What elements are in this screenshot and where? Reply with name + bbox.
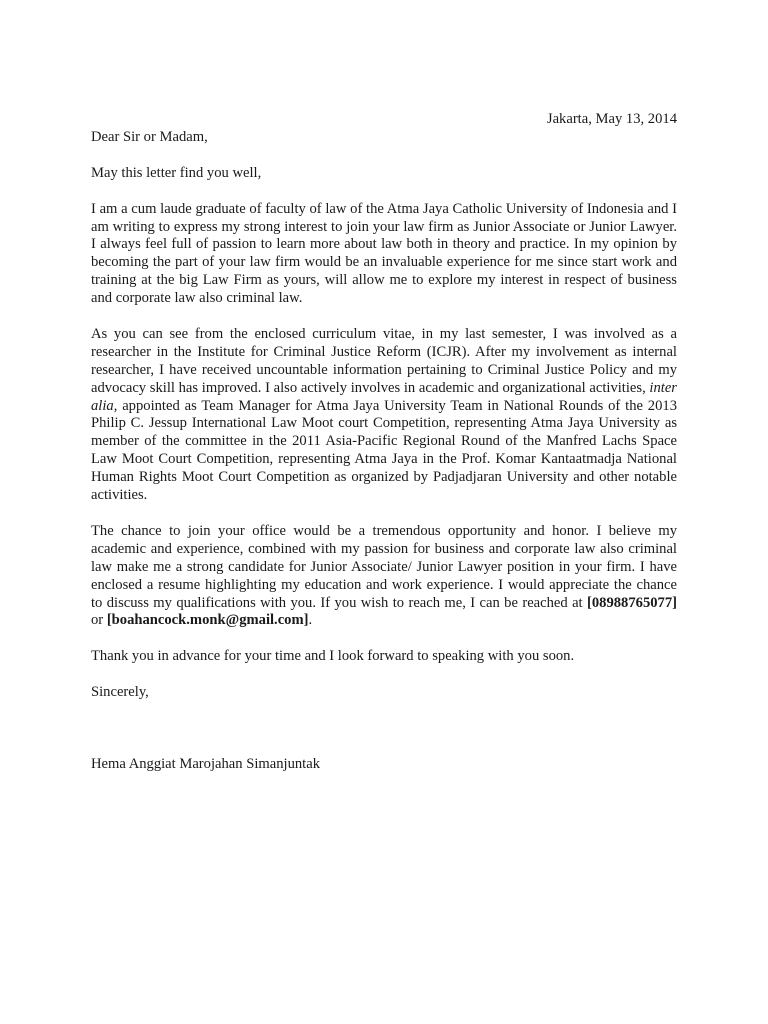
contact-connector: or [91, 612, 107, 629]
greeting: May this letter find you well, [91, 164, 262, 181]
salutation: Dear Sir or Madam, [91, 129, 208, 145]
signature-space [91, 720, 677, 756]
paragraph-intro: I am a cum laude graduate of faculty of law of the Atma Jaya Catholic University of Indonesia and I am writing to express my strong interest to join your law firm as Junior Associate or Junior Lawyer. I always feel full of passion to learn more about law both in theory and practice. In my opinion by becoming the part of your law firm would be an invaluable experience for me since start work and training at the big Law Firm as yours, will allow me to explore my interest in respect of business and corporate law also criminal law. [91, 200, 677, 307]
contact-email: [boahancock.monk@gmail.com] [106, 612, 309, 629]
signature-name: Hema Anggiat Marojahan Simanjuntak [91, 755, 320, 772]
experience-text-end: , appointed as Team Manager for Atma Jaya University Team in National Rounds of the 2013 Philip C. Jessup International Law Moot court Competition, representing Atma Jaya University as member of the committee in the 2011 Asia-Pacific Regional Round of the Manfred Lachs Space Law Moot Court Competition, representing Atma Jaya in the Prof. Komar Kantaatmadja National Human Rights Moot Court Competition as organized by Padjadjaran University and other notable activities. [91, 397, 677, 504]
paragraph-thanks: Thank you in advance for your time and I look forward to speaking with you soon. [91, 648, 575, 665]
opportunity-text: The chance to join your office would be a tremendous opportunity and honor. I believe my academic and experience, combined with my passion for business and corporate law also criminal law make me a strong candidate for Junior Associate/ Junior Lawyer position in your firm. I have enclosed a resume highlighting my education and work experience. I would appreciate the chance to discuss my qualifications with you. If you wish to reach me, I can be reached at [91, 522, 677, 611]
closing: Sincerely, [91, 684, 149, 700]
letter-body [91, 129, 677, 792]
paragraph-experience [91, 326, 677, 505]
opportunity-end: . [308, 612, 313, 629]
paragraph-opportunity [91, 523, 677, 630]
experience-italic-term: inter alia [91, 379, 677, 414]
experience-text-start: As you can see from the enclosed curriculum vitae, in my last semester, I was involved as a researcher in the Institute for Criminal Justice Reform (ICJR). After my involvement as internal researcher, I have received uncountable information pertaining to Criminal Justice Policy and my advocacy skill has improved. I also actively involves in academic and organizational activities, [91, 325, 677, 396]
contact-phone: [08988765077] [587, 594, 677, 611]
letter-date: Jakarta, May 13, 2014 [546, 111, 677, 127]
